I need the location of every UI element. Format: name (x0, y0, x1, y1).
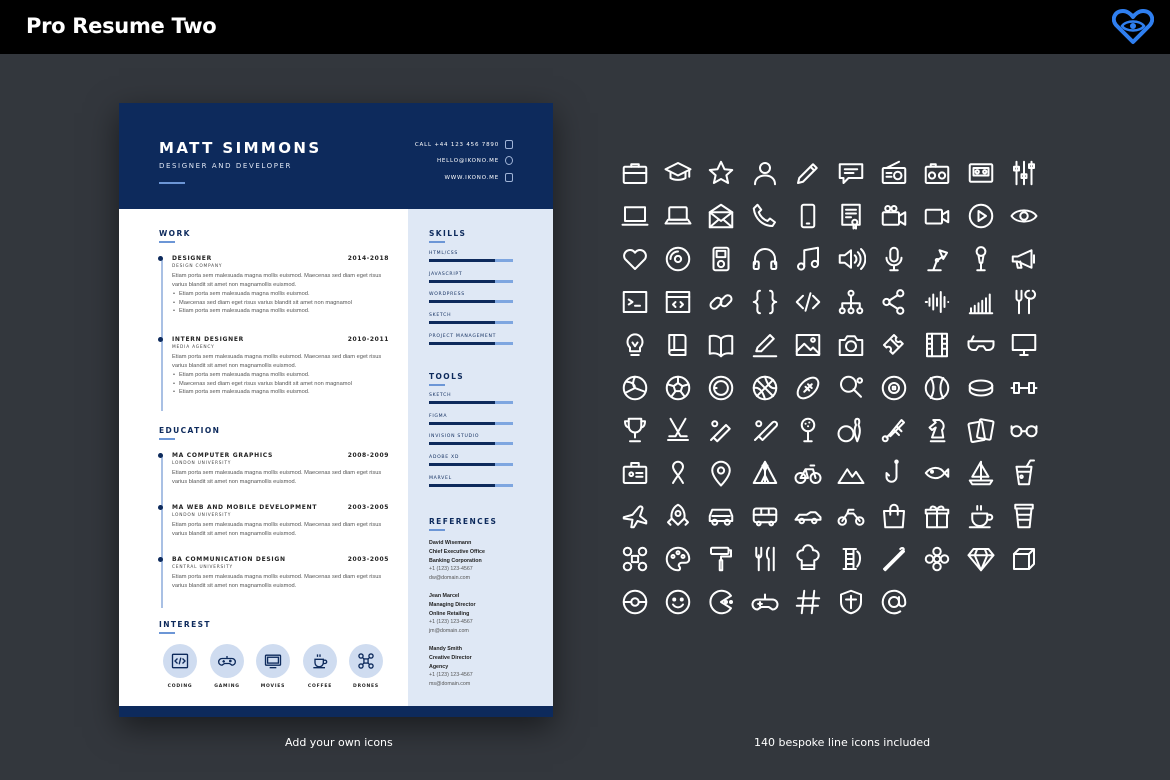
skill-bar (429, 401, 513, 404)
skill-label: MARVEL (429, 475, 452, 481)
tools-icon (1009, 287, 1039, 317)
entry-bullet: • Etiam porta sem malesuada magna mollis euismod. (172, 290, 390, 299)
soundwave-icon (922, 287, 952, 317)
work-rule (159, 241, 175, 243)
skill-label: ADOBE XD (429, 455, 460, 461)
speaker-icon (836, 244, 866, 274)
microphone-icon (879, 244, 909, 274)
icon-grid (620, 158, 1060, 638)
hashtag-icon (793, 587, 823, 617)
paint-roller-icon (706, 544, 736, 574)
entry-subtitle: DESIGN COMPANY (172, 264, 223, 269)
disc-icon (663, 244, 693, 274)
ticket-icon (879, 330, 909, 360)
timeline-dot (158, 337, 163, 342)
reference-company: Online Retailing (429, 610, 470, 617)
entry-subtitle: CENTRAL UNIVERSITY (172, 565, 233, 570)
reference-email: ms@domain.com (429, 681, 471, 688)
timeline-dot (158, 557, 163, 562)
shuttlecock-icon (879, 415, 909, 445)
skill-item (429, 455, 513, 466)
contact-web-text: WWW.IKONO.ME (444, 174, 499, 181)
bowling-icon (836, 415, 866, 445)
shield-icon (836, 587, 866, 617)
reference-name: David Wisemann (429, 540, 472, 546)
takeaway-cup-icon (1009, 501, 1039, 531)
radio-icon (879, 158, 909, 188)
contact-web (445, 173, 513, 182)
skill-bar-fill (429, 342, 495, 345)
tv-icon (256, 644, 290, 678)
dumbbell-icon (1009, 373, 1039, 403)
suitcase-icon (620, 458, 650, 488)
skill-bar (429, 259, 513, 262)
timeline-dot (158, 256, 163, 261)
header-rule (159, 182, 185, 184)
entry-bullet: • Etiam porta sem malesuada magna mollis euismod. (172, 388, 390, 397)
shopping-bag-icon (879, 501, 909, 531)
entry-description: Etiam porta sem malesuada magna mollis euismod. Maecenas sed diam eget risus varius blandit sit amet non magnamollis euismod. (172, 522, 382, 537)
skill-bar-fill (429, 259, 495, 262)
skill-bar (429, 280, 513, 283)
video-camera-icon (879, 201, 909, 231)
baseball-bat-icon (750, 415, 780, 445)
camcorder-icon (922, 201, 952, 231)
airplane-icon (620, 501, 650, 531)
skill-bar-fill (429, 442, 495, 445)
play-icon (966, 201, 996, 231)
timeline-dot (158, 453, 163, 458)
reference-phone: +1 (123) 123-4567 (429, 672, 473, 679)
entry-years: 2014-2018 (347, 255, 389, 262)
contact-phone-text: CALL +44 123 456 7890 (414, 141, 499, 148)
entry-subtitle: LONDON UNIVERSITY (172, 461, 232, 466)
camera-box-icon (922, 158, 952, 188)
skill-bar (429, 422, 513, 425)
skills-title: SKILLS (429, 229, 467, 238)
caption-left: Add your own icons (285, 736, 393, 749)
entry-bullet: • Maecenas sed diam eget risus varius blandit sit amet non magnamol (172, 299, 390, 308)
interest-label: COFFEE (307, 684, 333, 689)
skill-item (429, 334, 513, 345)
reference-item (429, 645, 539, 689)
entry-title: MA COMPUTER GRAPHICS (172, 452, 274, 459)
reference-title: Managing Director (429, 601, 476, 608)
entry-years: 2003-2005 (347, 504, 389, 511)
car-icon (706, 501, 736, 531)
user-icon (750, 158, 780, 188)
american-football-icon (793, 373, 823, 403)
skill-bar (429, 300, 513, 303)
pokeball-icon (620, 587, 650, 617)
reference-company: Banking Corporation (429, 557, 482, 564)
desk-lamp-icon (922, 244, 952, 274)
education-title: EDUCATION (159, 426, 221, 435)
cassette-icon (966, 158, 996, 188)
ribbon-icon (663, 458, 693, 488)
skill-bar-fill (429, 463, 495, 466)
entry-title: MA WEB AND MOBILE DEVELOPMENT (172, 504, 318, 511)
fish-icon (922, 458, 952, 488)
laptop-open-icon (663, 201, 693, 231)
entry-description: Etiam porta sem malesuada magna mollis euismod. Maecenas sed diam eget risus varius blandit sit amet non magnamollis euismod. (172, 470, 382, 485)
top-bar (0, 0, 1170, 54)
skill-label: WORDPRESS (429, 292, 465, 298)
chat-bubble-icon (836, 158, 866, 188)
cricket-bat-icon (706, 415, 736, 445)
browser-code-icon (663, 287, 693, 317)
skill-bar-fill (429, 321, 495, 324)
tent-icon (750, 458, 780, 488)
interest-item (300, 644, 340, 689)
skill-label: INVISION STUDIO (429, 434, 480, 440)
golf-icon (793, 415, 823, 445)
diamond-icon (966, 544, 996, 574)
resume-name: MATT SIMMONS (159, 139, 322, 157)
reference-item (429, 539, 539, 583)
sailboat-icon (966, 458, 996, 488)
skill-item (429, 251, 513, 262)
hockey-sticks-icon (663, 415, 693, 445)
entry-title: INTERN DESIGNER (172, 336, 244, 343)
interest-label: GAMING (214, 684, 240, 689)
motorcycle-icon (836, 501, 866, 531)
resume-header (119, 103, 553, 209)
reference-email: jm@domain.com (429, 628, 469, 635)
terminal-icon (620, 287, 650, 317)
drink-icon (1009, 458, 1039, 488)
phone-icon (505, 140, 513, 149)
flower-icon (922, 544, 952, 574)
skill-bar-fill (429, 484, 495, 487)
coffee-icon (303, 644, 337, 678)
entry-title: BA COMMUNICATION DESIGN (172, 556, 286, 563)
reference-item (429, 592, 539, 636)
contact-email-text: HELLO@IKONO.ME (436, 157, 499, 164)
interest-item (160, 644, 200, 689)
palette-icon (663, 544, 693, 574)
frisbee-icon (706, 373, 736, 403)
pacman-icon (706, 587, 736, 617)
heart-icon (620, 244, 650, 274)
skill-label: SKETCH (429, 393, 452, 398)
interest-label: MOVIES (260, 684, 286, 689)
timeline-dot (158, 505, 163, 510)
smiley-icon (663, 587, 693, 617)
controller-icon (750, 587, 780, 617)
open-book-icon (706, 330, 736, 360)
monitor-icon (505, 173, 513, 182)
basketball-icon (750, 373, 780, 403)
reference-title: Chief Executive Office (429, 548, 485, 555)
reference-name: Mandy Smith (429, 646, 462, 652)
gamepad-icon (210, 644, 244, 678)
certificate-icon (836, 201, 866, 231)
film-strip-icon (922, 330, 952, 360)
skill-label: SKETCH (429, 313, 452, 319)
skill-label: PROJECT MANAGEMENT (429, 333, 497, 339)
skill-bar (429, 342, 513, 345)
baseball-icon (922, 373, 952, 403)
skill-bar-fill (429, 300, 495, 303)
entry-description: Etiam porta sem malesuada magna mollis euismod. Maecenas sed diam eget risus varius blandit sit amet non magnamollis euismod. (172, 273, 382, 288)
glasses-icon (1009, 415, 1039, 445)
skill-item (429, 434, 513, 445)
bicycle-icon (793, 458, 823, 488)
skill-label: FIGMA (429, 413, 448, 419)
link-icon (706, 287, 736, 317)
smartphone-icon (793, 201, 823, 231)
interest-label: DRONES (353, 684, 379, 689)
signal-bars-icon (966, 287, 996, 317)
megaphone-icon (1009, 244, 1039, 274)
hockey-puck-icon (966, 373, 996, 403)
tools-title: TOOLS (429, 372, 465, 381)
entry-subtitle: LONDON UNIVERSITY (172, 513, 232, 518)
cutlery-icon (750, 544, 780, 574)
envelope-icon (706, 201, 736, 231)
sports-car-icon (793, 501, 823, 531)
tools-rule (429, 384, 445, 386)
drone-icon (620, 544, 650, 574)
ipod-icon (706, 244, 736, 274)
share-icon (879, 287, 909, 317)
laptop-icon (620, 201, 650, 231)
lightbulb-icon (620, 330, 650, 360)
resume-role: DESIGNER AND DEVELOPER (159, 162, 293, 170)
skill-label: JAVASCRIPT (429, 271, 463, 277)
entry-subtitle: MEDIA AGENCY (172, 345, 215, 350)
cube-icon (1009, 544, 1039, 574)
skill-item (429, 414, 513, 425)
entry-bullet: • Etiam porta sem malesuada magna mollis euismod. (172, 307, 390, 316)
caption-right: 140 bespoke line icons included (754, 736, 931, 749)
interest-rule (159, 632, 175, 634)
interest-item (207, 644, 247, 689)
drone-icon (349, 644, 383, 678)
entry-title: DESIGNER (172, 255, 212, 262)
entry-years: 2003-2005 (347, 556, 389, 563)
skill-bar (429, 321, 513, 324)
resume-preview (119, 103, 553, 717)
education-rule (159, 438, 175, 440)
soccer-ball-icon (663, 373, 693, 403)
fishing-hook-icon (879, 458, 909, 488)
braces-icon (750, 287, 780, 317)
volleyball-icon (620, 373, 650, 403)
interest-item (253, 644, 293, 689)
heart-eye-logo-icon (1112, 9, 1154, 45)
map-pin-icon (706, 458, 736, 488)
skill-bar-fill (429, 422, 495, 425)
skill-label: HTML/CSS (429, 251, 458, 256)
work-title: WORK (159, 229, 191, 238)
needle-icon (879, 544, 909, 574)
chess-knight-icon (922, 415, 952, 445)
star-icon (706, 158, 736, 188)
at-sign-icon (879, 587, 909, 617)
picture-icon (793, 330, 823, 360)
graduation-cap-icon (663, 158, 693, 188)
code-icon (793, 287, 823, 317)
skill-bar (429, 484, 513, 487)
skill-item (429, 313, 513, 324)
code-icon (163, 644, 197, 678)
ping-pong-icon (836, 373, 866, 403)
music-note-icon (793, 244, 823, 274)
reference-company: Agency (429, 663, 449, 670)
work-timeline (161, 258, 163, 411)
entry-years: 2010-2011 (347, 336, 389, 343)
interest-item (346, 644, 386, 689)
page-title: Pro Resume Two (26, 14, 217, 38)
mountains-icon (836, 458, 866, 488)
billiard-ball-icon (879, 373, 909, 403)
skill-item (429, 393, 513, 404)
reference-email: dw@domain.com (429, 575, 470, 582)
rocket-icon (663, 501, 693, 531)
references-title: REFERENCES (429, 517, 498, 526)
skill-bar-fill (429, 401, 495, 404)
reference-title: Creative Director (429, 654, 472, 661)
interest-title: INTEREST (159, 620, 211, 629)
reference-phone: +1 (123) 123-4567 (429, 619, 473, 626)
entry-description: Etiam porta sem malesuada magna mollis euismod. Maecenas sed diam eget risus varius blandit sit amet non magnamollis euismod. (172, 354, 382, 369)
skills-rule (429, 241, 445, 243)
sitemap-icon (836, 287, 866, 317)
eye-icon (1009, 201, 1039, 231)
chef-hat-icon (793, 544, 823, 574)
interest-label: CODING (167, 684, 193, 689)
contact-phone (415, 140, 513, 149)
skill-item (429, 292, 513, 303)
monitor-icon (1009, 330, 1039, 360)
trophy-icon (620, 415, 650, 445)
gift-icon (922, 501, 952, 531)
contact-email (437, 156, 513, 165)
playing-cards-icon (966, 415, 996, 445)
book-icon (663, 330, 693, 360)
entry-years: 2008-2009 (347, 452, 389, 459)
3d-glasses-icon (966, 330, 996, 360)
education-timeline (161, 455, 163, 608)
skill-bar-fill (429, 280, 495, 283)
mic-stand-icon (966, 244, 996, 274)
phone-icon (750, 201, 780, 231)
reference-name: Jean Marcel (429, 593, 460, 599)
headphones-icon (750, 244, 780, 274)
entry-bullet: • Maecenas sed diam eget risus varius blandit sit amet non magnamol (172, 380, 390, 389)
skill-item (429, 272, 513, 283)
thread-spool-icon (836, 544, 866, 574)
entry-bullet: • Etiam porta sem malesuada magna mollis euismod. (172, 371, 390, 380)
pencil-icon (793, 158, 823, 188)
skill-item (429, 476, 513, 487)
coffee-cup-icon (966, 501, 996, 531)
references-rule (429, 529, 445, 531)
bus-icon (750, 501, 780, 531)
at-icon (505, 156, 513, 165)
resume-footer-band (119, 706, 553, 717)
entry-description: Etiam porta sem malesuada magna mollis euismod. Maecenas sed diam eget risus varius blandit sit amet non magnamollis euismod. (172, 574, 382, 589)
briefcase-icon (620, 158, 650, 188)
photo-camera-icon (836, 330, 866, 360)
pencil-line-icon (750, 330, 780, 360)
skill-bar (429, 463, 513, 466)
skill-bar (429, 442, 513, 445)
sliders-icon (1009, 158, 1039, 188)
reference-phone: +1 (123) 123-4567 (429, 566, 473, 573)
